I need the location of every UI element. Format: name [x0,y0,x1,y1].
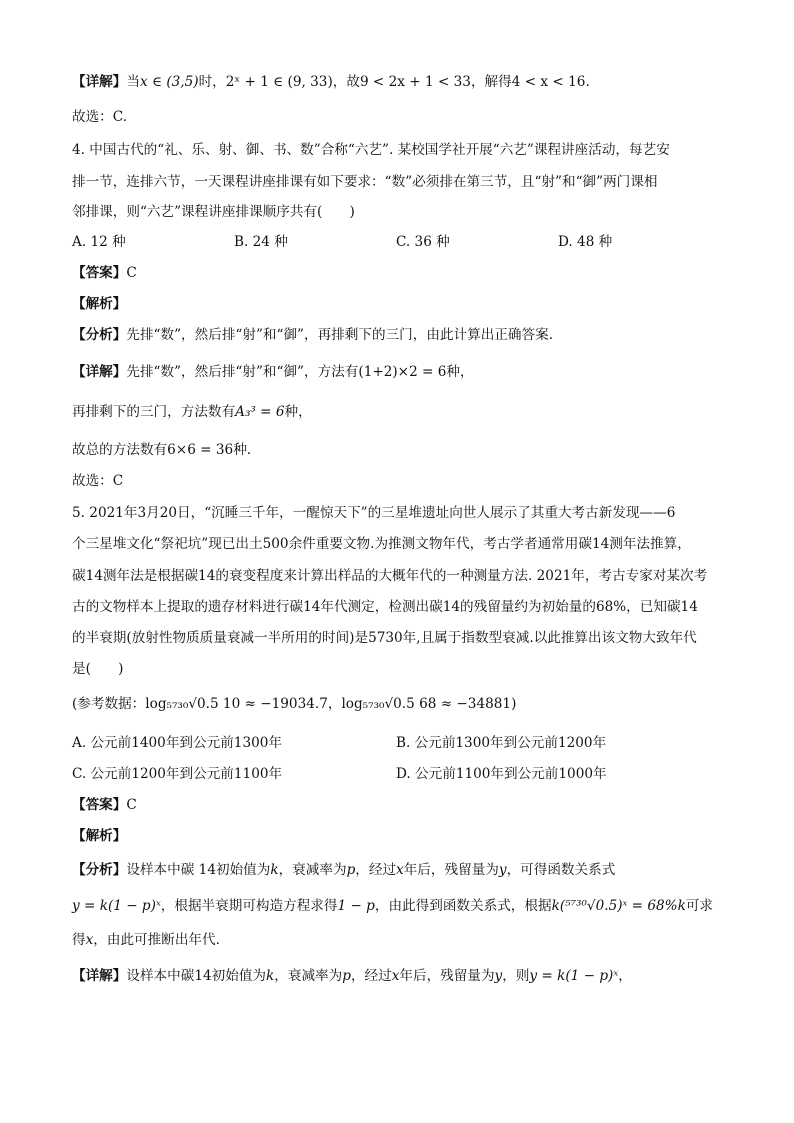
detail-tag: 【详解】 [72,74,127,90]
q5-stem-line4: 古的文物样本上提取的遗存材料进行碳14年代测定，检测出碳14的残留量约为初始量的68%，已知碳14 [72,599,698,615]
math-permutation: A₃³ = 6 [235,404,285,420]
math-decay-function: y = k(1 − p)ˣ [72,898,161,914]
q3-choice: 故选：C. [72,109,128,125]
q5-reference-data: (参考数据：log₅₇₃₀√0.5 10 ≈ −19034.7，log₅₇₃₀√0.5 68 ≈ −34881) [72,696,517,712]
q5-stem-line2: 个三星堆文化“祭祀坑”现已出土500余件重要文物.为推测文物年代，考古学者通常用碳14测年法推算， [72,536,691,552]
q4-option-a: A. 12 种 [72,234,126,250]
q4-option-d: D. 48 种 [558,234,613,250]
q5-detail-line1: 【详解】设样本中碳14初始值为k，衰减率为p，经过x年后，残留量为y，则y = k(1 − p)ˣ， [72,968,632,984]
answer-value: C [126,797,137,813]
math-log-ref-2: log₅₇₃₀√0.5 68 ≈ −34881 [341,696,512,712]
q5-analysis-tag: 【解析】 [72,828,127,844]
math-solution: 4 < x < 16 [511,74,586,90]
q4-answer [72,263,732,283]
q4-stem-line3: 邻排课，则“六艺”课程讲座排课顺序共有( ) [72,204,355,220]
math-inequality: 9 < 2x + 1 < 33 [359,74,471,90]
q4-choice: 故选：C [72,473,124,489]
q5-stem-line5: 的半衰期(放射性物质质量衰减一半所用的时间)是5730年,且属于指数型衰减.以此推算出该文物大致年代 [72,630,697,646]
q4-option-c: C. 36 种 [396,234,450,250]
q4-stem-line2: 排一节，连排六节，一天课程讲座排课有如下要求：“数”必须排在第三节，且“射”和“御”两门课相 [72,174,658,190]
q5-option-a: A. 公元前1400年到公元前1300年 [72,735,282,751]
q5-stem-line6: 是( ) [72,661,124,677]
answer-value: C [126,265,137,281]
q4-stem-line1: 4. 中国古代的“礼、乐、射、御、书、数”合称“六艺”. 某校国学社开展“六艺”课程讲座活动，每艺安 [72,142,670,158]
q5-option-d: D. 公元前1100年到公元前1000年 [396,766,607,782]
math-x-interval: x ∈ (3,5) [139,74,199,90]
q5-fenxi-line1: 【分析】设样本中碳 14初始值为k，衰减率为p，经过x年后，残留量为y，可得函数关系式 [72,862,616,878]
q3-detail-line: 【详解】当x ∈ (3,5)时，2ˣ + 1 ∈ (9, 33)，故9 < 2x + 1 < 33，解得4 < x < 16. [72,74,590,90]
q5-stem-line3: 碳14测年法是根据碳14的衰变程度来计算出样品的大概年代的一种测量方法. 2021年，考古专家对某次考 [72,568,708,584]
q4-detail-line2: 再排剩下的三门，方法数有A₃³ = 6种， [72,404,312,420]
q4-analysis-tag: 【解析】 [72,296,127,312]
q5-option-b: B. 公元前1300年到公元前1200年 [396,735,607,751]
q4-detail-line3: 故总的方法数有6×6 = 36种. [72,442,252,458]
q4-detail-line1: 【详解】先排“数”，然后排“射”和“御”，方法有(1+2)×2 = 6种， [72,364,474,380]
q5-fenxi-line2: y = k(1 − p)ˣ，根据半衰期可构造方程求得1 − p，由此得到函数关系式，根据k(⁵⁷³⁰√0.5)ˣ = 68%k可求 [72,898,714,914]
math-count-1: (1+2)×2 = 6 [358,364,447,380]
q4-fenxi: 【分析】先排“数”，然后排“射”和“御”，再排剩下的三门，由此计算出正确答案. [72,327,554,343]
math-exp-range: 2ˣ + 1 ∈ (9, 33) [225,74,333,90]
q5-stem-line1: 5. 2021年3月20日，“沉睡三千年，一醒惊天下”的三星堆遗址向世人展示了其重大考古新发现——6 [72,505,676,521]
q4-option-b: B. 24 种 [234,234,288,250]
math-decay-function-detail: y = k(1 − p)ˣ [529,968,619,984]
q5-fenxi-line3: 得x，由此可推断出年代. [72,932,220,948]
q5-option-c: C. 公元前1200年到公元前1100年 [72,766,283,782]
q5-answer: 【答案】C [72,797,137,813]
answer-tag: 【答案】 [72,265,127,281]
math-log-ref-1: log₅₇₃₀√0.5 10 ≈ −19034.7 [145,696,328,712]
math-total: 6×6 = 36 [167,442,234,458]
math-half-life-equation: k(⁵⁷³⁰√0.5)ˣ = 68%k [551,898,686,914]
